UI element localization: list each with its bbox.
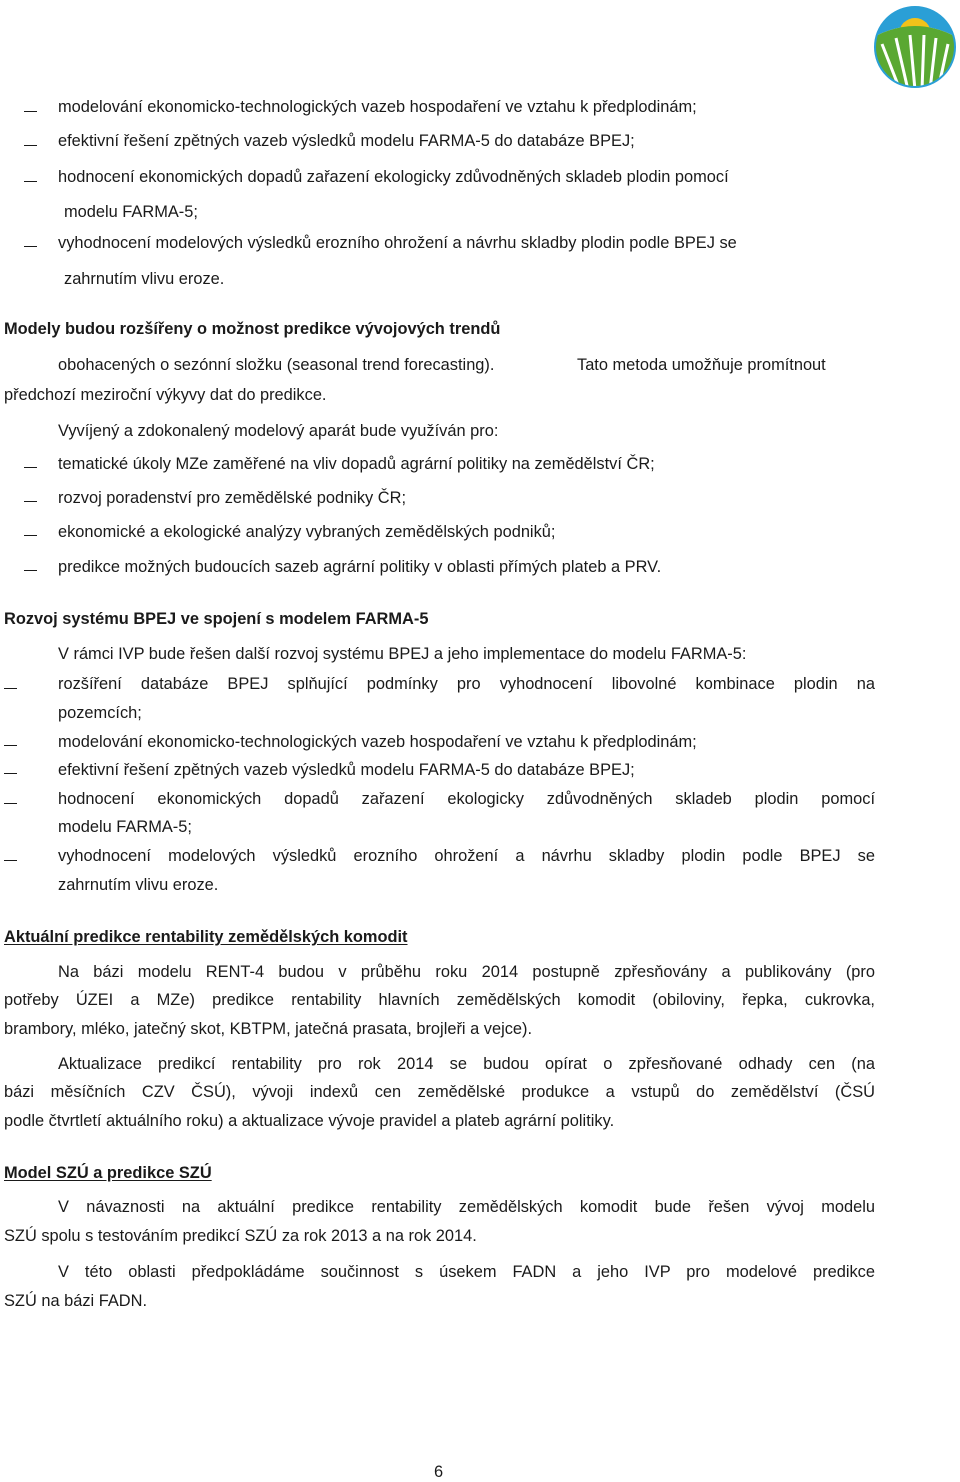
paragraph-line: obohacených o sezónní složku (seasonal trend forecasting). <box>58 356 495 374</box>
institute-logo-icon <box>872 4 958 90</box>
list-item: efektivní řešení zpětných vazeb výsledků modelu FARMA-5 do databáze BPEJ; <box>58 132 635 150</box>
section-heading: Rozvoj systému BPEJ ve spojení s modelem FARMA-5 <box>4 610 429 628</box>
list-item: modelování ekonomicko-technologických vazeb hospodaření ve vztahu k předplodinám; <box>58 733 697 751</box>
paragraph-line: V této oblasti předpokládáme součinnost s úsekem FADN a jeho IVP pro modelové predikce <box>58 1263 875 1281</box>
paragraph-line: předchozí meziroční výkyvy dat do predikce. <box>4 386 327 404</box>
list-item-continuation: pozemcích; <box>58 704 142 722</box>
bullet-dash <box>24 535 37 536</box>
paragraph-line: SZÚ spolu s testováním predikcí SZÚ za rok 2013 a na rok 2014. <box>4 1227 477 1245</box>
bullet-dash <box>4 860 17 861</box>
bullet-dash <box>24 181 37 182</box>
bullet-dash <box>24 501 37 502</box>
list-item: tematické úkoly MZe zaměřené na vliv dopadů agrární politiky na zemědělství ČR; <box>58 455 655 473</box>
section-heading: Aktuální predikce rentability zemědělských komodit <box>4 928 408 946</box>
paragraph-line: podle čtvrtletí aktuálního roku) a aktualizace vývoje pravidel a plateb agrární politiky. <box>4 1112 615 1130</box>
list-item: vyhodnocení modelových výsledků erozního ohrožení a návrhu skladby plodin podle BPEJ se <box>58 234 737 252</box>
list-item: efektivní řešení zpětných vazeb výsledků modelu FARMA-5 do databáze BPEJ; <box>58 761 635 779</box>
paragraph-line: bázi měsíčních CZV ČSÚ), vývoji indexů cen zemědělské produkce a vstupů do zemědělství (ČSÚ <box>4 1083 875 1101</box>
paragraph-line: Aktualizace predikcí rentability pro rok 2014 se budou opírat o zpřesňované odhady cen (na <box>58 1055 875 1073</box>
list-item-continuation: modelu FARMA-5; <box>58 818 192 836</box>
list-item: predikce možných budoucích sazeb agrární politiky v oblasti přímých plateb a PRV. <box>58 558 662 576</box>
list-item: hodnocení ekonomických dopadů zařazení ekologicky zdůvodněných skladeb plodin pomocí <box>58 790 875 808</box>
paragraph-line: brambory, mléko, jatečný skot, KBTPM, jatečná prasata, brojleři a vejce). <box>4 1020 533 1038</box>
bullet-dash <box>4 803 17 804</box>
paragraph-line: SZÚ na bázi FADN. <box>4 1292 148 1310</box>
list-item-continuation: modelu FARMA-5; <box>64 203 198 221</box>
section-heading: Modely budou rozšířeny o možnost predikce vývojových trendů <box>4 320 501 338</box>
bullet-dash <box>4 745 17 746</box>
bullet-dash <box>4 688 17 689</box>
paragraph-line: Na bázi modelu RENT-4 budou v průběhu roku 2014 postupně zpřesňovány a publikovány (pro <box>58 963 875 981</box>
list-item-continuation: zahrnutím vlivu eroze. <box>58 876 219 894</box>
bullet-dash <box>24 111 37 112</box>
bullet-dash <box>4 773 17 774</box>
paragraph-intro: Vyvíjený a zdokonalený modelový aparát bude využíván pro: <box>58 422 499 440</box>
bullet-dash <box>24 570 37 571</box>
list-item-continuation: zahrnutím vlivu eroze. <box>64 270 225 288</box>
paragraph-line: Tato metoda umožňuje promítnout <box>577 356 826 374</box>
bullet-dash <box>24 145 37 146</box>
bullet-dash <box>24 467 37 468</box>
list-item: hodnocení ekonomických dopadů zařazení ekologicky zdůvodněných skladeb plodin pomocí <box>58 168 729 186</box>
paragraph-line: potřeby ÚZEI a MZe) predikce rentability hlavních zemědělských komodit (obiloviny, řepka, cukrovka, <box>4 991 875 1009</box>
list-item: rozvoj poradenství pro zemědělské podniky ČR; <box>58 489 407 507</box>
list-item: modelování ekonomicko-technologických vazeb hospodaření ve vztahu k předplodinám; <box>58 98 697 116</box>
page-number: 6 <box>434 1463 444 1481</box>
bullet-dash <box>24 246 37 247</box>
section-heading: Model SZÚ a predikce SZÚ <box>4 1164 212 1182</box>
list-item: rozšíření databáze BPEJ splňující podmínky pro vyhodnocení libovolné kombinace plodin na <box>58 675 875 693</box>
list-item: vyhodnocení modelových výsledků erozního ohrožení a návrhu skladby plodin podle BPEJ se <box>58 847 875 865</box>
paragraph-intro: V rámci IVP bude řešen další rozvoj systému BPEJ a jeho implementace do modelu FARMA-5: <box>58 645 747 663</box>
paragraph-line: V návaznosti na aktuální predikce rentability zemědělských komodit bude řešen vývoj modelu <box>58 1198 875 1216</box>
list-item: ekonomické a ekologické analýzy vybraných zemědělských podniků; <box>58 523 556 541</box>
